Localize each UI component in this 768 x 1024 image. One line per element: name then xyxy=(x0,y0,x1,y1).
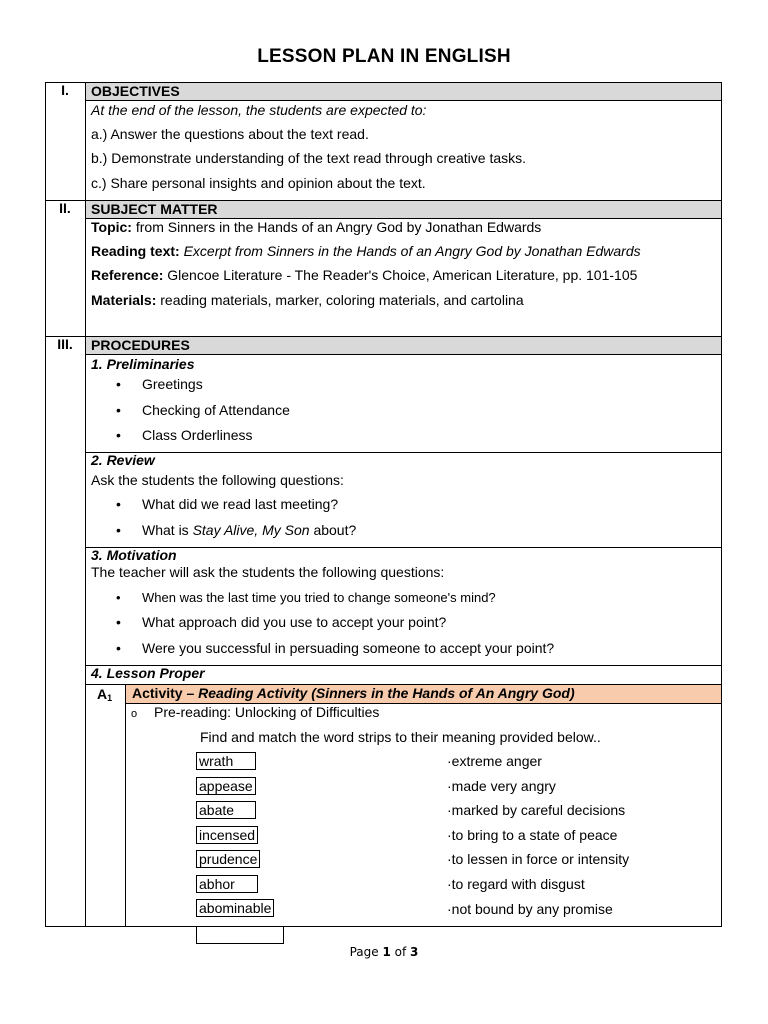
review-question-title: Stay Alive, My Son xyxy=(192,522,310,538)
review-question: • What did we read last meeting? xyxy=(142,496,338,512)
lesson-proper-heading: 4. Lesson Proper xyxy=(91,665,205,681)
pre-reading-marker: o xyxy=(131,708,138,720)
row-line xyxy=(86,452,722,453)
word-meaning: ·extreme anger xyxy=(447,753,542,769)
page-footer xyxy=(0,945,768,959)
review-heading: 2. Review xyxy=(91,452,155,468)
word-strip: appease xyxy=(196,777,256,795)
objectives-header-shade xyxy=(86,83,721,100)
word-strip: abominable xyxy=(196,899,274,917)
word-meaning: ·not bound by any promise xyxy=(447,901,613,917)
review-question-suffix: about? xyxy=(309,522,357,538)
reading-text-label: Reading text: xyxy=(91,243,180,259)
word-strip: prudence xyxy=(196,850,260,868)
activity-code xyxy=(97,686,112,706)
word-meaning: ·marked by careful decisions xyxy=(447,802,626,818)
materials-value: reading materials, marker, coloring materials, and cartolina xyxy=(156,292,524,308)
word-strip: wrath xyxy=(196,752,256,770)
objective-item: c.) Share personal insights and opinion about the text. xyxy=(91,175,426,191)
preliminaries-heading: 1. Preliminaries xyxy=(91,356,195,372)
reading-text-value: Excerpt from Sinners in the Hands of an Angry God by Jonathan Edwards xyxy=(179,243,641,259)
reference-label: Reference: xyxy=(91,267,164,283)
review-intro: Ask the students the following questions: xyxy=(91,472,344,488)
row-line xyxy=(86,100,722,101)
review-question-prefix: What is xyxy=(142,522,193,538)
word-meaning: ·to lessen in force or intensity xyxy=(447,851,630,867)
activity-code-subscript: 1 xyxy=(107,693,113,703)
reference-line xyxy=(91,267,637,283)
activity-code-letter: A xyxy=(97,686,108,702)
preliminaries-item: • Checking of Attendance xyxy=(142,402,290,418)
activity-title-line xyxy=(132,685,575,701)
reading-text-line xyxy=(91,243,641,259)
row-line xyxy=(86,547,722,548)
topic-label: Topic: xyxy=(91,219,132,235)
section-number: III. xyxy=(57,336,73,352)
activity-label: Activity – xyxy=(132,685,199,701)
word-strip: incensed xyxy=(196,826,258,844)
review-question xyxy=(142,522,356,538)
table-number-column-border xyxy=(85,82,86,927)
table-bottom-border xyxy=(45,926,722,927)
pre-reading-label: Pre-reading: Unlocking of Difficulties xyxy=(154,704,380,720)
objective-item: b.) Demonstrate understanding of the text read through creative tasks. xyxy=(91,150,527,166)
row-line xyxy=(86,354,722,355)
section-number: II. xyxy=(59,200,71,216)
page-label: Page xyxy=(349,945,383,959)
materials-label: Materials: xyxy=(91,292,157,308)
page-total: 3 xyxy=(410,945,419,959)
preliminaries-item: • Class Orderliness xyxy=(142,427,252,443)
preliminaries-item: • Greetings xyxy=(142,376,203,392)
page-of: of xyxy=(390,945,411,959)
word-meaning: ·to bring to a state of peace xyxy=(447,827,618,843)
topic-line xyxy=(91,219,541,235)
word-strip: abate xyxy=(196,801,256,819)
topic-value: from Sinners in the Hands of an Angry God by Jonathan Edwards xyxy=(131,219,542,235)
word-strip: abhor xyxy=(196,875,258,893)
motivation-question: • What approach did you use to accept your point? xyxy=(142,614,446,630)
section-number: I. xyxy=(61,82,69,98)
motivation-heading: 3. Motivation xyxy=(91,547,177,563)
blank-word-strip xyxy=(196,926,284,944)
objective-item: a.) Answer the questions about the text read. xyxy=(91,126,369,142)
motivation-question: • Were you successful in persuading someone to accept your point? xyxy=(142,640,554,656)
procedures-heading: PROCEDURES xyxy=(91,337,190,353)
activity-title: Reading Activity (Sinners in the Hands of An Angry God) xyxy=(198,685,575,701)
word-meaning: ·to regard with disgust xyxy=(447,876,585,892)
page-current: 1 xyxy=(382,945,391,959)
activity-column-border xyxy=(125,684,126,927)
document-title: LESSON PLAN IN ENGLISH xyxy=(257,46,511,67)
motivation-intro: The teacher will ask the students the following questions: xyxy=(91,564,445,580)
table-right-border xyxy=(721,82,722,927)
word-meaning: ·made very angry xyxy=(447,778,556,794)
subject-matter-heading: SUBJECT MATTER xyxy=(91,201,218,217)
motivation-question: • When was the last time you tried to change someone's mind? xyxy=(142,590,496,606)
objectives-intro: At the end of the lesson, the students are expected to: xyxy=(91,102,427,118)
materials-line xyxy=(91,292,524,308)
objectives-heading: OBJECTIVES xyxy=(91,83,180,99)
matching-instruction: Find and match the word strips to their meaning provided below.. xyxy=(200,729,601,745)
reference-value: Glencoe Literature - The Reader's Choice, American Literature, pp. 101-105 xyxy=(163,267,638,283)
